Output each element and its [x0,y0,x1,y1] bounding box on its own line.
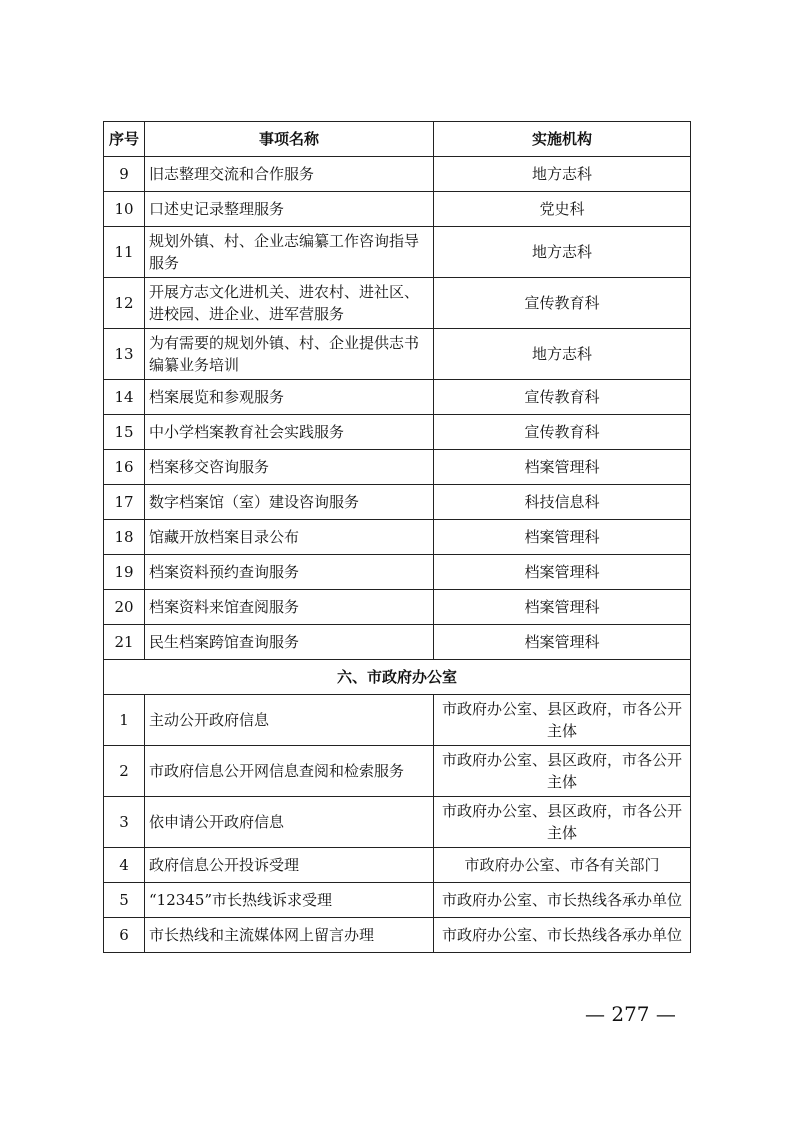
table-row [104,746,691,797]
row-agency: 地方志科 [434,157,691,192]
row-item-name: 开展方志文化进机关、进农村、进社区、进校园、进企业、进军营服务 [145,278,434,329]
table-row [104,380,691,415]
table-row [104,329,691,380]
row-item-name: 为有需要的规划外镇、村、企业提供志书编纂业务培训 [145,329,434,380]
row-item-name: 依申请公开政府信息 [145,797,434,848]
row-item-name: 档案资料来馆查阅服务 [145,590,434,625]
table-row [104,848,691,883]
row-item-name: 档案移交咨询服务 [145,450,434,485]
row-agency: 地方志科 [434,227,691,278]
row-item-name: 数字档案馆（室）建设咨询服务 [145,485,434,520]
header-agency: 实施机构 [434,122,691,157]
table-row [104,590,691,625]
row-item-name: 口述史记录整理服务 [145,192,434,227]
table-row [104,415,691,450]
row-item-name: “12345”市长热线诉求受理 [145,883,434,918]
header-number: 序号 [104,122,145,157]
row-item-name: 政府信息公开投诉受理 [145,848,434,883]
row-number: 16 [104,450,145,485]
row-item-name: 民生档案跨馆查询服务 [145,625,434,660]
row-number: 1 [104,695,145,746]
table-row [104,883,691,918]
row-number: 12 [104,278,145,329]
row-number: 20 [104,590,145,625]
table-row [104,918,691,953]
services-table [103,121,691,953]
row-item-name: 市政府信息公开网信息查阅和检索服务 [145,746,434,797]
row-agency: 宣传教育科 [434,380,691,415]
table-body-government-office [104,695,691,953]
table-row [104,278,691,329]
page-number: — 277 — [585,1002,676,1026]
header-item-name: 事项名称 [145,122,434,157]
row-number: 18 [104,520,145,555]
table-row [104,520,691,555]
table-row [104,227,691,278]
row-item-name: 馆藏开放档案目录公布 [145,520,434,555]
row-item-name: 市长热线和主流媒体网上留言办理 [145,918,434,953]
row-number: 3 [104,797,145,848]
row-agency: 档案管理科 [434,520,691,555]
row-number: 13 [104,329,145,380]
row-agency: 市政府办公室、县区政府，市各公开主体 [434,695,691,746]
row-item-name: 档案展览和参观服务 [145,380,434,415]
row-number: 2 [104,746,145,797]
row-agency: 档案管理科 [434,590,691,625]
row-number: 17 [104,485,145,520]
row-agency: 市政府办公室、县区政府，市各公开主体 [434,797,691,848]
row-item-name: 旧志整理交流和合作服务 [145,157,434,192]
row-number: 6 [104,918,145,953]
row-item-name: 主动公开政府信息 [145,695,434,746]
row-item-name: 规划外镇、村、企业志编纂工作咨询指导服务 [145,227,434,278]
section-title: 六、市政府办公室 [104,660,691,695]
row-number: 19 [104,555,145,590]
row-agency: 科技信息科 [434,485,691,520]
table-row [104,625,691,660]
row-number: 21 [104,625,145,660]
table-row [104,157,691,192]
table-row [104,797,691,848]
row-agency: 市政府办公室、市长热线各承办单位 [434,918,691,953]
row-agency: 档案管理科 [434,555,691,590]
row-number: 5 [104,883,145,918]
row-number: 11 [104,227,145,278]
row-number: 4 [104,848,145,883]
row-agency: 档案管理科 [434,450,691,485]
row-agency: 市政府办公室、市各有关部门 [434,848,691,883]
row-agency: 党史科 [434,192,691,227]
row-item-name: 档案资料预约查询服务 [145,555,434,590]
row-agency: 市政府办公室、县区政府，市各公开主体 [434,746,691,797]
row-number: 14 [104,380,145,415]
row-number: 15 [104,415,145,450]
table-row [104,192,691,227]
row-agency: 宣传教育科 [434,278,691,329]
table-row [104,695,691,746]
row-agency: 宣传教育科 [434,415,691,450]
table-body-archives [104,157,691,660]
table-row [104,485,691,520]
table-row [104,555,691,590]
row-number: 10 [104,192,145,227]
row-agency: 地方志科 [434,329,691,380]
row-item-name: 中小学档案教育社会实践服务 [145,415,434,450]
table-row [104,450,691,485]
row-agency: 档案管理科 [434,625,691,660]
row-agency: 市政府办公室、市长热线各承办单位 [434,883,691,918]
table-section [104,660,691,695]
row-number: 9 [104,157,145,192]
